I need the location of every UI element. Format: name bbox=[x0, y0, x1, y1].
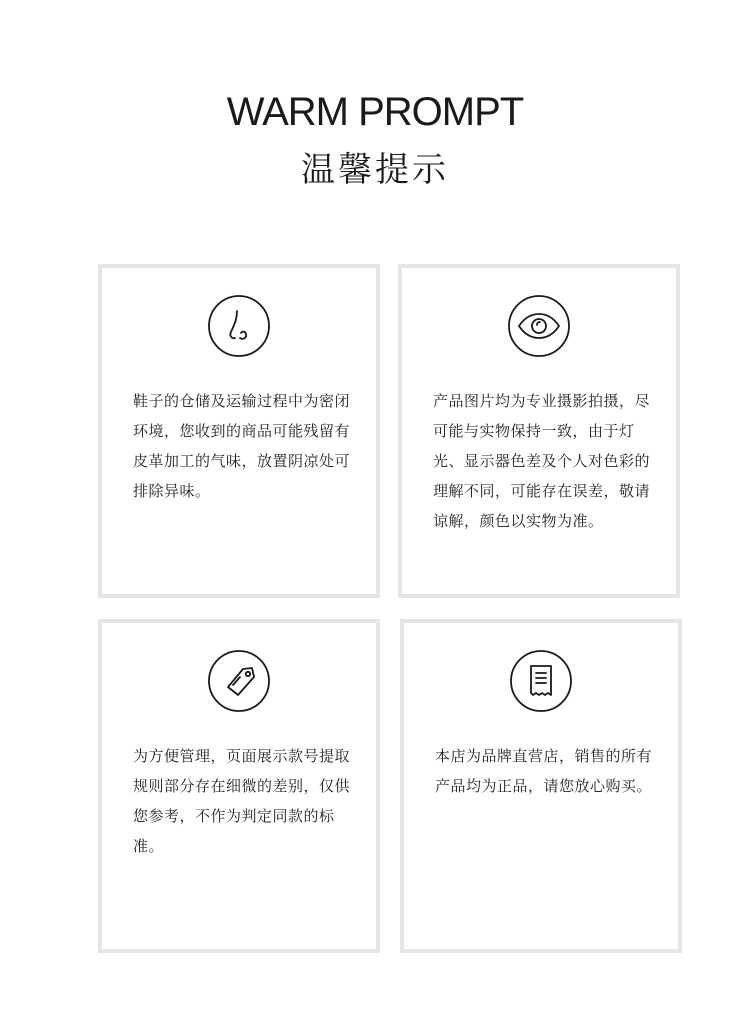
tag-icon bbox=[207, 649, 271, 713]
notice-text: 本店为品牌直营店，销售的所有产品均为正品，请您放心购买。 bbox=[435, 747, 653, 795]
notice-text: 为方便管理，页面展示款号提取规则部分存在细微的差别，仅供您参考，不作为判定同款的标准。 bbox=[133, 747, 351, 855]
nose-icon bbox=[207, 294, 271, 358]
notice-card-color bbox=[398, 264, 680, 598]
notice-card-style-number bbox=[98, 619, 380, 953]
receipt-icon bbox=[509, 649, 573, 713]
notice-text: 产品图片均为专业摄影拍摄，尽可能与实物保持一致，由于灯光、显示器色差及个人对色彩的理解不同，可能存在误差，敬请谅解，颜色以实物为准。 bbox=[433, 392, 651, 530]
notice-card-authenticity bbox=[400, 619, 682, 953]
page-heading bbox=[0, 88, 750, 194]
page-title-english: WARM PROMPT bbox=[226, 90, 524, 134]
notice-card-odor bbox=[98, 264, 380, 598]
notice-text: 鞋子的仓储及运输过程中为密闭环境，您收到的商品可能残留有皮革加工的气味，放置阴凉处可排除异味。 bbox=[133, 392, 351, 500]
eye-icon bbox=[507, 294, 571, 358]
page-title-chinese: 温馨提示 bbox=[301, 150, 449, 190]
